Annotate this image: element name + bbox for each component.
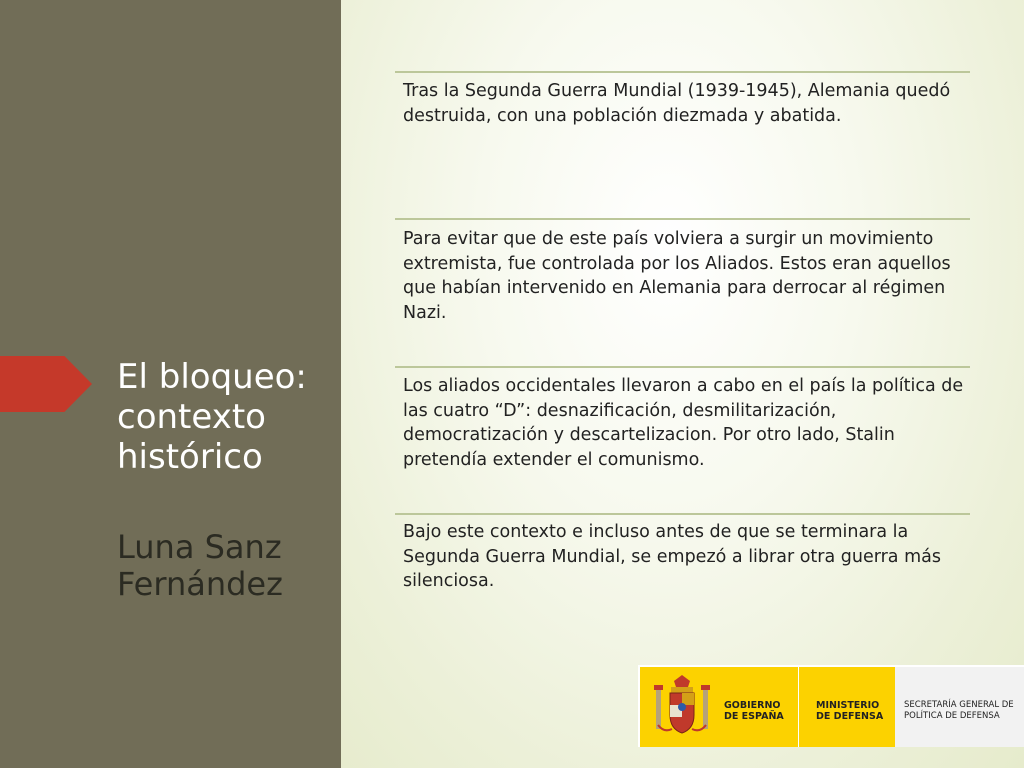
author-name: Luna Sanz Fernández: [117, 528, 283, 603]
divider: [395, 71, 970, 73]
gobierno-line-2: DE ESPAÑA: [724, 711, 784, 722]
divider: [395, 218, 970, 220]
slide-title: El bloqueo: contexto histórico: [117, 357, 307, 477]
divider: [395, 513, 970, 515]
ministerio-line-1: MINISTERIO: [816, 700, 880, 711]
coat-of-arms-icon: [652, 673, 712, 739]
divider: [395, 366, 970, 368]
government-logo: [638, 665, 1024, 747]
ministerio-line-2: DE DEFENSA: [816, 711, 884, 722]
paragraph-1: Tras la Segunda Guerra Mundial (1939-1945), Alemania quedó destruida, con una población diezmada y abatida.: [403, 81, 951, 126]
gobierno-line-1: GOBIERNO: [724, 700, 781, 711]
secretaria-line-2: POLÍTICA DE DEFENSA: [904, 711, 1000, 721]
paragraph-2: Para evitar que de este país volviera a surgir un movimiento extremista, fue controlada por los Aliados. Estos eran aquellos que habían intervenido en Alemania para derrocar al régimen Nazi.: [403, 229, 951, 323]
paragraph-3: Los aliados occidentales llevaron a cabo en el país la política de las cuatro “D”: desnazificación, desmilitarización, democratización y descartelizacion. Por otro lado, Stalin pretendía extender el comunismo.: [403, 376, 964, 470]
paragraph-4: Bajo este contexto e incluso antes de que se terminara la Segunda Guerra Mundial, se empezó a librar otra guerra más silenciosa.: [403, 522, 941, 591]
secretaria-line-1: SECRETARÍA GENERAL DE: [904, 700, 1014, 710]
